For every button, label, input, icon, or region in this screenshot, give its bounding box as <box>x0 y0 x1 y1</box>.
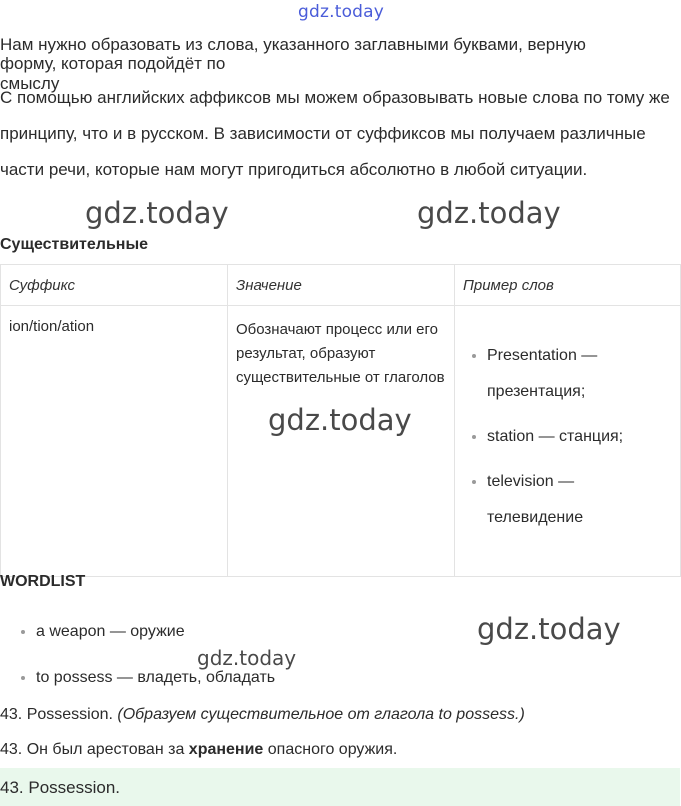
answer-box <box>0 768 680 806</box>
intro-clipped-line: форму, которая подойдёт по смыслу <box>0 54 226 93</box>
intro-paragraph: С помощью английских аффиксов мы можем образовывать новые слова по тому же принципу, что и в русском. В зависимости от суффиксов мы получаем различные части речи, которые нам могут пригодиться абсолютно в любой ситуации. <box>0 88 670 179</box>
watermark: gdz.today <box>197 646 297 670</box>
task-line-sentence: 43. Он был арестован за хранение опасного оружия. <box>0 741 398 758</box>
watermark: gdz.today <box>85 196 229 230</box>
suffix-cell: ion/tion/ation <box>1 306 228 577</box>
table-header-suffix: Суффикс <box>1 265 228 306</box>
example-item: • Presentation — презентация; <box>487 338 672 410</box>
intro-line: Нам нужно образовать из слова, указанного заглавными буквами, верную <box>0 35 586 54</box>
section-heading-nouns: Существительные <box>0 236 149 253</box>
task-line-explanation: 43. Possession. (Образуем существительное от глагола to possess.) <box>0 706 525 723</box>
answer-text: 43. Possession. <box>0 778 121 797</box>
list-item: • a weapon — оружие <box>36 620 275 643</box>
watermark: gdz.today <box>417 196 561 230</box>
list-item: • to possess — владеть, обладать <box>36 666 275 689</box>
examples-cell <box>455 306 681 577</box>
watermark: gdz.today <box>477 612 621 646</box>
table-row <box>1 306 681 577</box>
example-item: • station — станция; <box>487 419 672 455</box>
meaning-cell: Обозначают процесс или его результат, образуют существительные от глаголов <box>228 306 455 577</box>
table-header-examples: Пример слов <box>455 265 681 306</box>
example-item: • television — телевидение <box>487 464 672 536</box>
section-heading-wordlist: WORDLIST <box>0 573 86 590</box>
watermark: gdz.today <box>268 403 412 437</box>
table-header-meaning: Значение <box>228 265 455 306</box>
watermark-top: gdz.today <box>298 2 385 22</box>
